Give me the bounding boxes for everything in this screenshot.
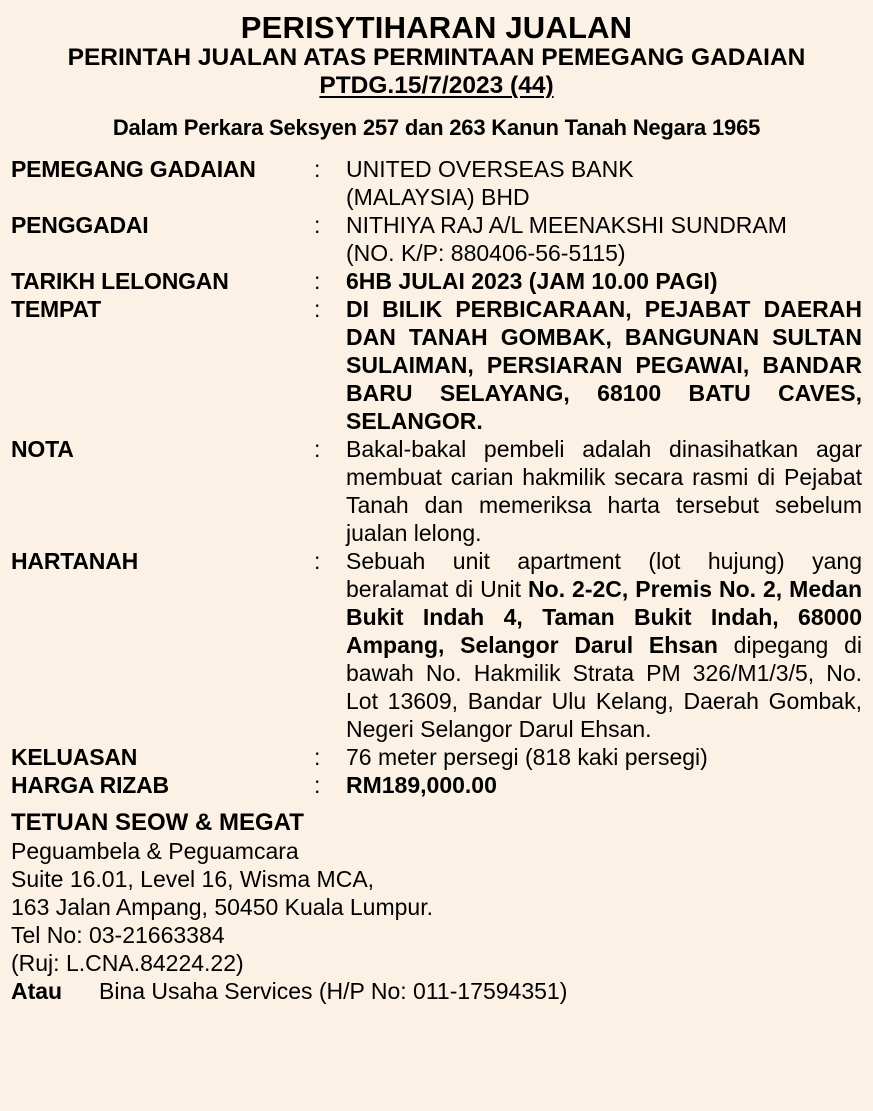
field-label: HARTANAH [11, 548, 139, 574]
field-value: DI BILIK PERBICARAAN, PEJABAT DAERAH DAN TANAH GOMBAK, BANGUNAN SULTAN SULAIMAN, PERSIARAN PEGAWAI, BANDAR BARU SELAYANG, 68100 BATU CAVES, SELANGOR. [346, 296, 862, 434]
field-label: KELUASAN [11, 744, 138, 770]
field-label: TEMPAT [11, 296, 101, 322]
alternate-label: Atau [11, 978, 63, 1004]
property-intro: Sebuah unit apartment (lot hujung) yang beralamat di Unit [346, 548, 862, 602]
field-property [11, 547, 862, 743]
fields-list [11, 155, 862, 799]
firm-address-line2: 163 Jalan Ampang, 50450 Kuala Lumpur. [11, 894, 433, 920]
firm-reference: (Ruj: L.CNA.84224.22) [11, 950, 244, 976]
field-label: PEMEGANG GADAIAN [11, 156, 256, 182]
field-value: RM189,000.00 [346, 772, 497, 798]
field-value: 6HB JULAI 2023 (JAM 10.00 PAGI) [346, 268, 718, 294]
field-colon: : [314, 772, 321, 798]
field-value: UNITED OVERSEAS BANK (MALAYSIA) BHD [346, 156, 634, 210]
alternate-contact [11, 977, 862, 1005]
legal-matter: Dalam Perkara Seksyen 257 dan 263 Kanun Tanah Negara 1965 [112, 115, 761, 140]
field-chargee [11, 155, 862, 211]
field-colon: : [314, 548, 321, 574]
field-label: HARGA RIZAB [11, 772, 169, 798]
property-address: No. 2-2C, Premis No. 2, Medan Bukit Indah 4, Taman Bukit Indah, 68000 Ampang, Selangor Darul Ehsan [346, 576, 863, 658]
firm-address-line1: Suite 16.01, Level 16, Wisma MCA, [11, 866, 375, 892]
field-auction-date [11, 267, 862, 295]
field-value: 76 meter persegi (818 kaki persegi) [346, 744, 708, 770]
field-area [11, 743, 862, 771]
chargor-ic: (NO. K/P: 880406-56-5115) [346, 240, 626, 266]
notice-title: PERISYTIHARAN JUALAN [240, 10, 633, 45]
solicitor-block [11, 809, 862, 1005]
field-label: NOTA [11, 436, 74, 462]
notice-subtitle: PERINTAH JUALAN ATAS PERMINTAAN PEMEGANG GADAIAN [67, 44, 806, 71]
field-note [11, 435, 862, 547]
firm-type: Peguambela & Peguamcara [11, 838, 299, 864]
field-label: PENGGADAI [11, 212, 149, 238]
firm-name: TETUAN SEOW & MEGAT [11, 809, 304, 836]
field-chargor [11, 211, 862, 267]
field-colon: : [314, 156, 321, 182]
field-venue [11, 295, 862, 435]
chargor-name: NITHIYA RAJ A/L MEENAKSHI SUNDRAM [346, 212, 787, 238]
property-title-details: dipegang di bawah No. Hakmilik Strata PM 326/M1/3/5, No. Lot 13609, Bandar Ulu Kelang, Daerah Gombak, Negeri Selangor Darul Ehsan. [346, 632, 862, 742]
field-label: TARIKH LELONGAN [11, 268, 229, 294]
field-value [346, 211, 862, 267]
field-value [346, 547, 862, 743]
firm-telephone: Tel No: 03-21663384 [11, 922, 225, 948]
field-colon: : [314, 744, 321, 770]
field-reserve-price [11, 771, 862, 799]
field-colon: : [314, 212, 321, 238]
reference-number: PTDG.15/7/2023 (44) [319, 72, 554, 99]
field-colon: : [314, 436, 321, 462]
alternate-value: Bina Usaha Services (H/P No: 011-17594351) [99, 978, 568, 1004]
field-colon: : [314, 296, 321, 322]
field-colon: : [314, 268, 321, 294]
field-value: Bakal-bakal pembeli adalah dinasihatkan agar membuat carian hakmilik secara rasmi di Pejabat Tanah dan memeriksa harta tersebut sebelum jualan lelong. [346, 436, 862, 546]
